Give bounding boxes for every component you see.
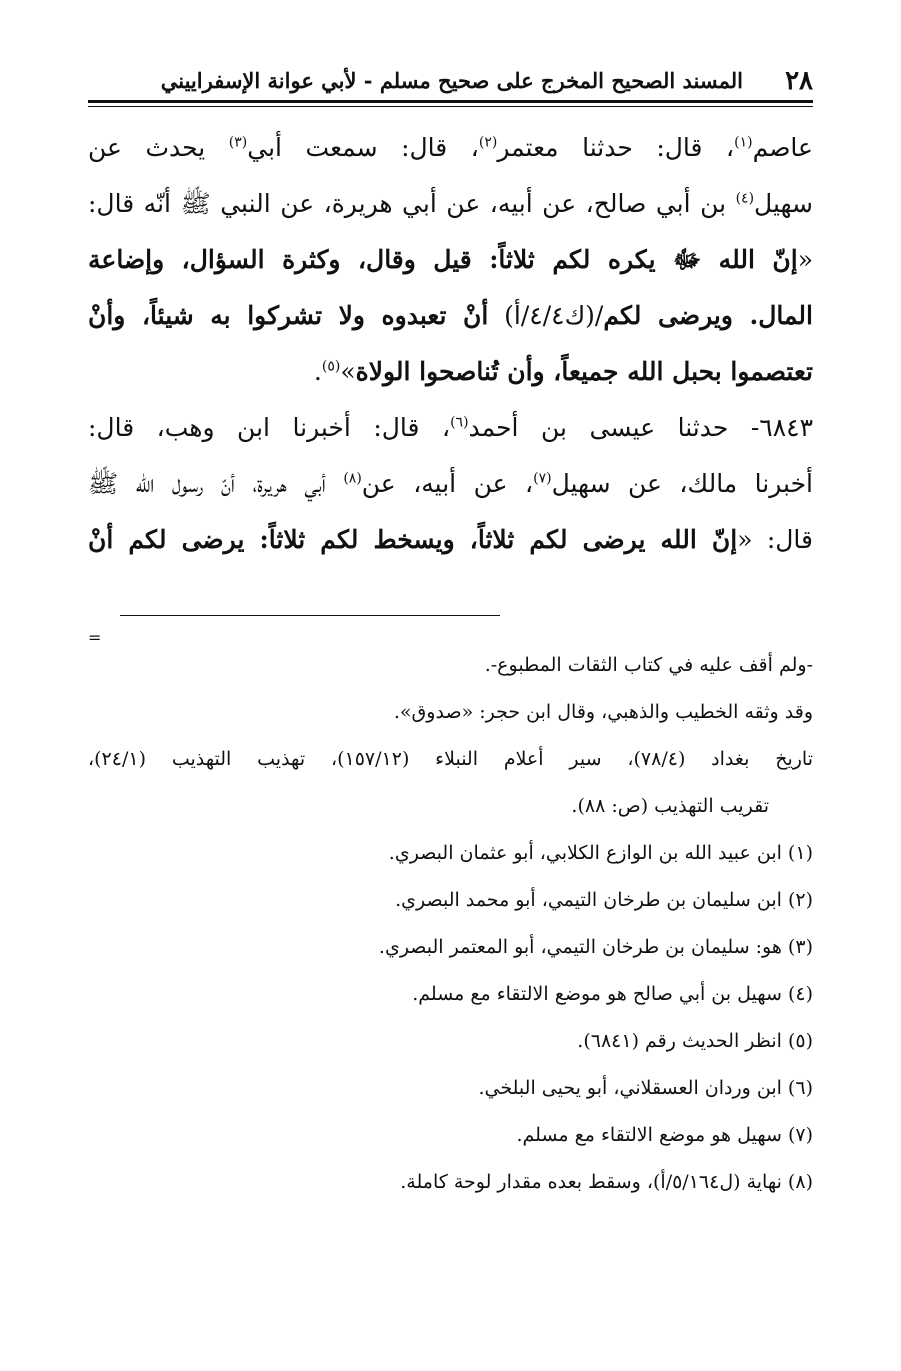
header-rule-thin [88, 106, 813, 107]
page-number: ٢٨ [785, 66, 813, 96]
footnote-separator [120, 615, 500, 616]
text-segment: /(ك٤/٤/أ) [488, 301, 604, 330]
text-segment: عاصم [752, 133, 813, 162]
footnote-ref: (٢) [478, 134, 498, 151]
footnote-line: -ولم أقف عليه في كتاب الثقات المطبوع-. [484, 654, 813, 676]
text-line [88, 288, 813, 344]
footnote-line: تاريخ بغداد (٧٨/٤)، سير أعلام النبلاء (١٥٧/١٢)، تهذيب التهذيب (٢٤/١)، [88, 748, 813, 770]
text-line [88, 456, 813, 512]
running-header [88, 64, 813, 98]
footnote-line: تقريب التهذيب (ص: ٨٨). [571, 795, 769, 817]
text-segment: ، قال: حدثنا معتمر [497, 133, 735, 162]
text-segment: أبي هريرة، أنّ رسول الله ﷺ [88, 469, 344, 498]
footnotes [88, 642, 813, 1206]
header-rule-thick [88, 100, 813, 103]
text-line [88, 512, 813, 568]
footnote-ref: (٧) [533, 470, 552, 487]
text-segment: . [313, 357, 322, 386]
hadith-text: إنّ الله يرضى لكم ثلاثاً، ويسخط لكم ثلاثاً: يرضى لكم أنْ [88, 525, 738, 554]
footnote-line: (٤) سهيل بن أبي صالح هو موضع الالتقاء مع مسلم. [412, 983, 813, 1005]
text-line [88, 120, 813, 176]
footnote-line: (٨) نهاية (ل٥/١٦٤/أ)، وسقط بعده مقدار لوحة كاملة. [400, 1171, 813, 1193]
text-segment: سهيل [754, 189, 813, 218]
text-segment: « [797, 245, 813, 274]
footnote-line: (٧) سهيل هو موضع الالتقاء مع مسلم. [516, 1124, 813, 1146]
text-segment: ، قال: سمعت أبي [247, 133, 479, 162]
text-segment: » [340, 357, 356, 386]
footnote-line: (٦) ابن وردان العسقلاني، أبو يحيى البلخي. [478, 1077, 813, 1099]
footnote-line: (١) ابن عبيد الله بن الوازع الكلابي، أبو عثمان البصري. [388, 842, 813, 864]
footnote-line: (٢) ابن سليمان بن طرخان التيمي، أبو محمد البصري. [395, 889, 813, 911]
footnote-line: وقد وثقه الخطيب والذهبي، وقال ابن حجر: «صدوق». [393, 701, 813, 723]
footnote-ref: (٨) [343, 470, 362, 487]
text-line [88, 176, 813, 232]
hadith-text: تعتصموا بحبل الله جميعاً، وأن تُناصحوا الولاة [355, 357, 813, 386]
hadith-text: المال. ويرضى لكم [603, 301, 813, 330]
text-line [88, 232, 813, 288]
footnote-line: (٣) هو: سليمان بن طرخان التيمي، أبو المعتمر البصري. [378, 936, 813, 958]
footnote-ref: (٥) [321, 358, 341, 375]
text-segment: ٦٨٤٣- حدثنا عيسى بن أحمد [468, 413, 813, 442]
text-segment: يحدث عن [88, 133, 229, 162]
text-line [88, 400, 813, 456]
text-segment: أخبرنا مالك، عن سهيل [551, 469, 813, 498]
footnote-ref: (٦) [450, 414, 469, 431]
hadith-text: أنْ تعبدوه ولا تشركوا به شيئاً، وأنْ [88, 301, 489, 330]
footnote-ref: (٣) [228, 134, 248, 151]
footnote-ref: (٤) [735, 190, 755, 207]
hadith-text: إنّ الله ﷻ يكره لكم ثلاثاً: قيل وقال، وكثرة السؤال، وإضاعة [88, 245, 798, 274]
main-text [88, 120, 813, 568]
footnote-line: (٥) انظر الحديث رقم (٦٨٤١). [577, 1030, 813, 1052]
text-segment: ، قال: أخبرنا ابن وهب، قال: [88, 413, 451, 442]
text-segment: ، عن أبيه، عن [361, 469, 534, 498]
footnote-ref: (١) [734, 134, 753, 151]
footnote-continuation-mark: = [88, 628, 102, 647]
running-title: المسند الصحيح المخرج على صحيح مسلم - لأبي عوانة الإسفراييني [160, 68, 743, 93]
text-segment: بن أبي صالح، عن أبيه، عن أبي هريرة، عن النبي ﷺ أنّه قال: [88, 189, 736, 218]
text-line [88, 344, 813, 400]
text-segment: قال: « [737, 525, 813, 554]
